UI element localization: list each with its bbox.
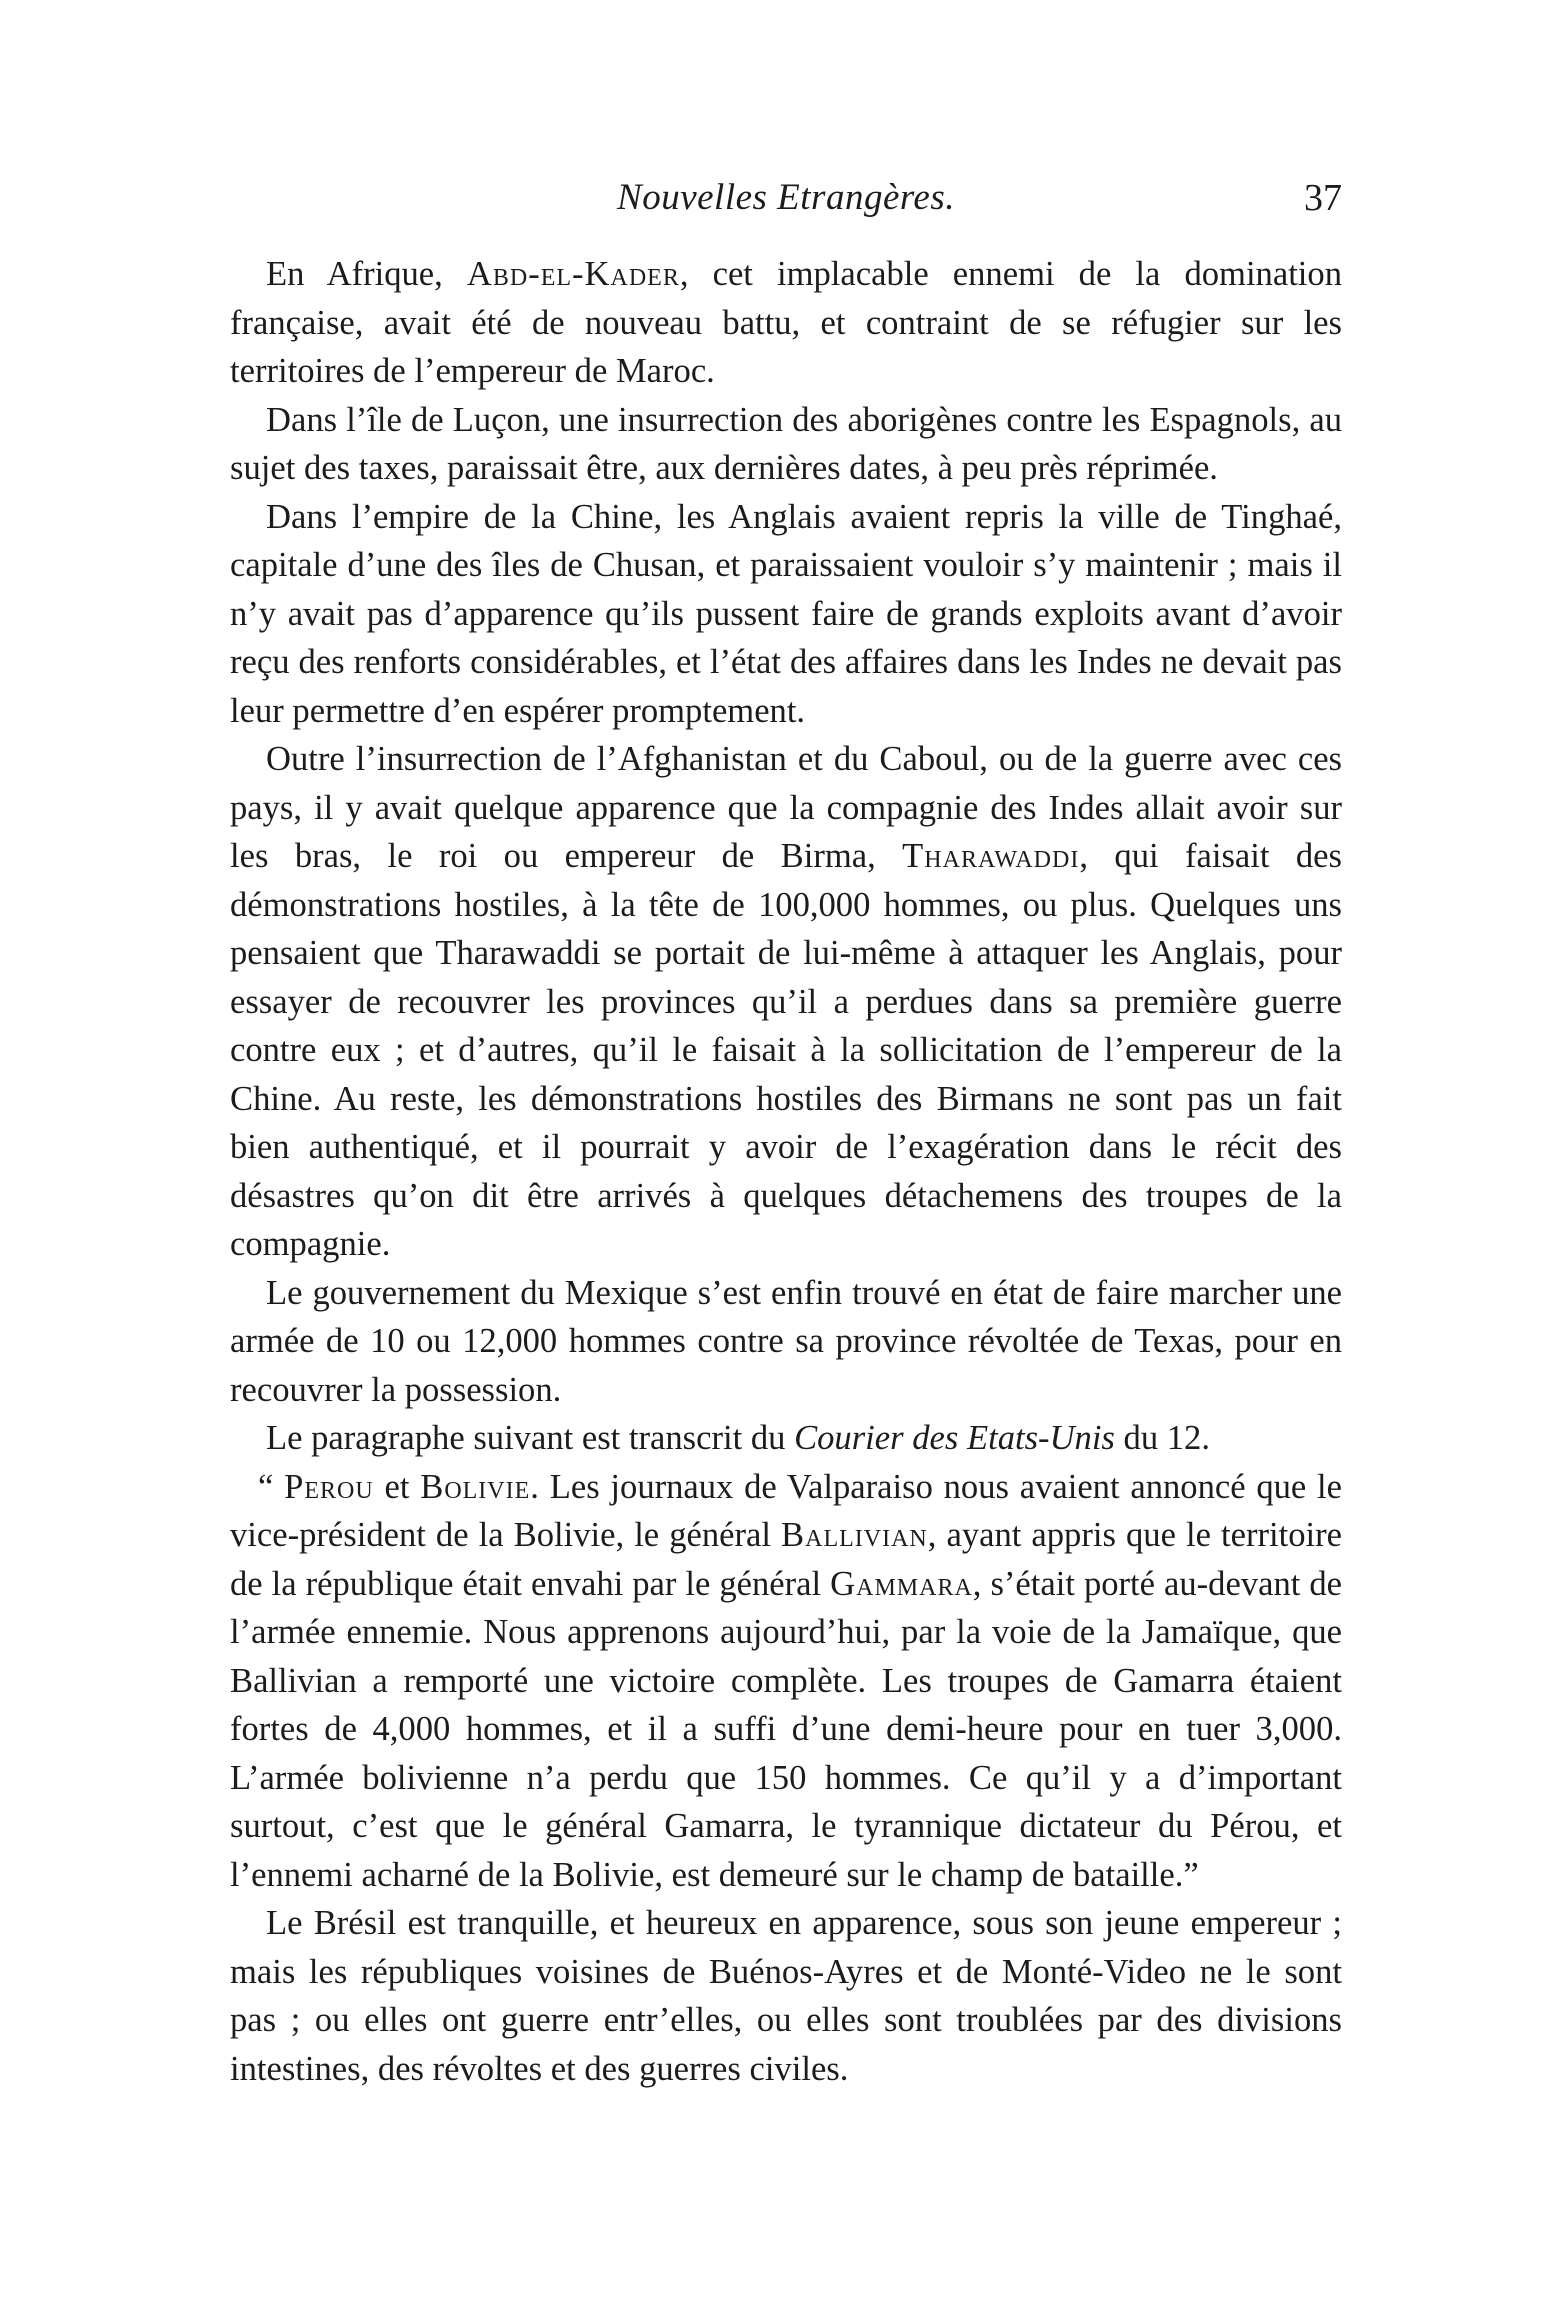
smallcaps-name: Abd-el-Kader xyxy=(466,255,680,293)
body-text xyxy=(230,250,1342,2093)
page-number: 37 xyxy=(1304,177,1342,219)
page-header xyxy=(230,168,1342,228)
book-page xyxy=(230,168,1342,2248)
paragraph-bresil xyxy=(230,1899,1342,2093)
paragraph-afghanistan xyxy=(230,735,1342,1269)
paragraph-mexique xyxy=(230,1269,1342,1415)
smallcaps-name: Gammara xyxy=(830,1564,973,1603)
running-title: Nouvelles Etrangères. xyxy=(617,177,955,218)
text-run: , ayant appris que le territoire de la république était envahi par le général xyxy=(230,1516,1342,1603)
text-run: , s’était porté au-devant de l’armée ennemie. Nous apprenons aujourd’hui, par la voie de la Jamaïque, que Ballivian a remporté une victoire complète. Les troupes de Gamarra étaient fortes de 4,000 hommes, et il a suffi d’une demi-heure pour en tuer 3,000. L’armée bolivienne n’a perdu que 150 hommes. Ce qu’il y a d’important surtout, c’est que le général Gamarra, le tyrannique dictateur du Pérou, et l’ennemi acharné de la Bolivie, est demeuré sur le champ de bataille.” xyxy=(230,1564,1342,1894)
paragraph-lucon xyxy=(230,396,1342,493)
text-run: “ xyxy=(258,1467,285,1506)
paragraph-paragraphe xyxy=(230,1414,1342,1463)
paragraph-chine xyxy=(230,493,1342,736)
smallcaps-name: Perou xyxy=(284,1467,374,1506)
text-run: Le paragraphe suivant est transcrit du xyxy=(266,1419,795,1457)
smallcaps-name: Ballivian xyxy=(781,1516,928,1554)
text-run: , qui faisait des démonstrations hostiles, à la tête de 100,000 hommes, ou plus. Quelques uns pensaient que Tharawaddi se portait de lui-même à attaquer les Anglais, pour essayer de recouvrer les provinces qu’il a perdues dans sa première guerre contre eux ; et d’autres, qu’il le faisait à la sollicitation de l’empereur de la Chine. Au reste, les démonstrations hostiles des Birmans ne sont pas un fait bien authentiqué, et il pourrait y avoir de l’exagération dans le récit des désastres qu’on dit être arrivés à quelques détachemens des troupes de la compagnie. xyxy=(230,837,1342,1263)
text-run: Outre l’insurrection de l’Afghanistan et du Caboul, ou de la guerre avec ces pays, il y avait quelque apparence que la compagnie des Indes allait avoir sur les bras, le roi ou empereur de Birma, xyxy=(230,740,1342,875)
text-run: Dans l’île de Luçon, une insurrection des aborigènes contre les Espagnols, au sujet des taxes, paraissait être, aux dernières dates, à peu près réprimée. xyxy=(230,400,1342,487)
text-run: Dans l’empire de la Chine, les Anglais avaient repris la ville de Tinghaé, capitale d’une des îles de Chusan, et paraissaient vouloir s’y maintenir ; mais il n’y avait pas d’apparence qu’ils pussent faire de grands exploits avant d’avoir reçu des renforts considérables, et l’état des affaires dans les Indes ne devait pas leur permettre d’en espérer promptement. xyxy=(230,497,1342,730)
text-run: Le gouvernement du Mexique s’est enfin trouvé en état de faire marcher une armée de 10 ou 12,000 hommes contre sa province révoltée de Texas, pour en recouvrer la possession. xyxy=(230,1273,1342,1409)
text-run: du 12. xyxy=(1114,1419,1210,1457)
text-run: En Afrique, xyxy=(266,255,467,293)
text-run: Le Brésil est tranquille, et heureux en apparence, sous son jeune empereur ; mais les républiques voisines de Buénos-Ayres et de Monté-Video ne le sont pas ; ou elles ont guerre entr’elles, ou elles sont troublées par des divisions intestines, des révoltes et des guerres civiles. xyxy=(230,1904,1342,2088)
smallcaps-name: Tharawaddi xyxy=(902,837,1080,875)
text-run: et xyxy=(373,1467,421,1506)
smallcaps-name: Bolivie xyxy=(420,1467,531,1506)
italic-title: Courier des Etats-Unis xyxy=(794,1419,1115,1457)
text-run: . Les journaux de Valparaiso nous avaient annoncé que le vice-président de la Bolivie, le général xyxy=(230,1467,1343,1554)
paragraph-afrique xyxy=(230,250,1342,396)
paragraph-perou xyxy=(230,1463,1342,1900)
text-run: , cet implacable ennemi de la domination française, avait été de nouveau battu, et contraint de se réfugier sur les territoires de l’empereur de Maroc. xyxy=(230,255,1342,390)
